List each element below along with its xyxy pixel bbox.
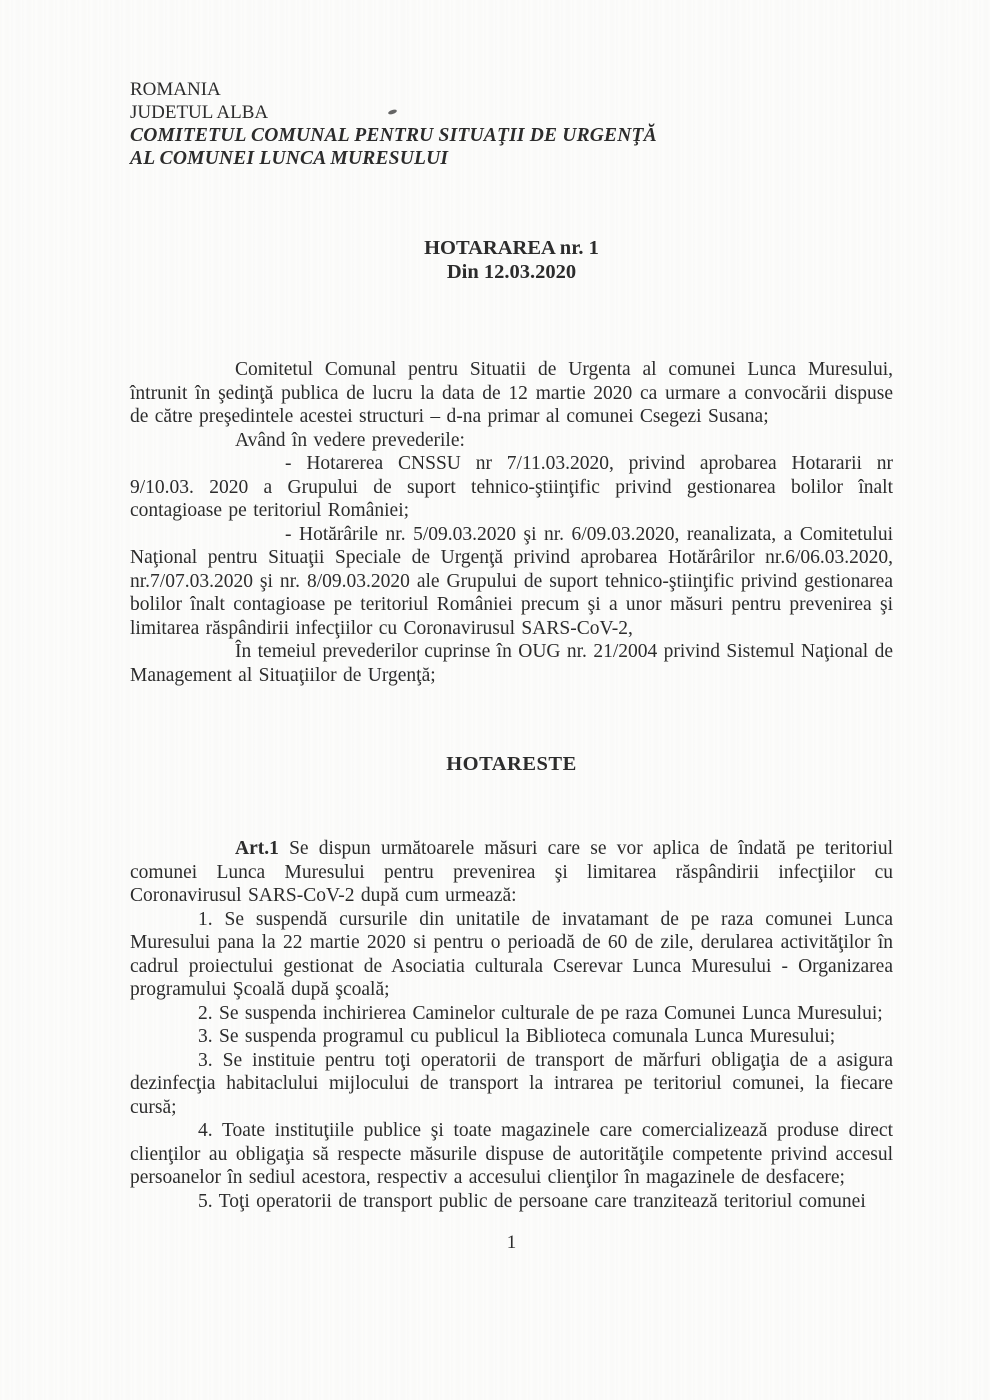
preamble-paragraph-legal-basis: În temeiul prevederilor cuprinse în OUG nr. 21/2004 privind Sistemul Naţional de Management al Situaţiilor de Urgenţă; [130,641,893,686]
article-1-item-4: 3. Se instituie pentru toţi operatorii de transport de mărfuri obligaţia de a asigura dezinfecţia habitaclului mijlocului de transport la intrarea pe teritoriul comunei, la fiecare cursă; [130,1049,893,1118]
preamble-bullet-national-committee-decisions: - Hotărârile nr. 5/09.03.2020 şi nr. 6/09.03.2020, reanalizata, a Comitetului Naţional pentru Situaţii Speciale de Urgenţă privind aprobarea Hotărârilor nr.6/06.03.2020, nr.7/07.03.2020 şi nr. 8/09.03.2020 ale Grupului de suport tehnico-ştiinţific privind gestionarea bolilor înalt contagioase pe teritoriul României precum şi a unor măsuri pentru prevenirea şi limitarea răspândirii infecţiilor cu Coronavirusul SARS-CoV-2, [130,523,893,639]
title-decision-number: HOTARAREA nr. 1 [424,237,599,259]
articles-section [130,837,893,1213]
article-1-item-5: 4. Toate instituţiile publice şi toate magazinele care comercializează produse direct clienţilor au obligaţia să respecte măsurile dispuse de autorităţile competente privind accesul persoanelor în sediul acestora, respectiv a accesului clienţilor în magazinele de desfacere; [130,1120,893,1188]
article-1-label: Art.1 [235,838,279,859]
preamble-bullet-cnssu-decision: - Hotarerea CNSSU nr 7/11.03.2020, privind aprobarea Hotararii nr 9/10.03. 2020 a Grupului de suport tehnico-ştiinţific privind gestionarea bolilor înalt contagioase pe teritoriul României; [130,453,893,521]
preamble-section [130,358,893,687]
title-decision-date: Din 12.03.2020 [446,261,577,283]
header-committee-name: COMITETUL COMUNAL PENTRU SITUAŢII DE URGENŢĂ [130,125,657,146]
document-header [130,78,893,170]
article-1-item-3: 3. Se suspenda programul cu publicul la Biblioteca comunala Lunca Muresului; [198,1026,836,1047]
article-1-intro [130,837,893,908]
article-1-item-1: 1. Se suspendă cursurile din unitatile de invatamant de pe raza comunei Lunca Muresului pana la 22 martie 2020 si pentru o perioadă de 60 de zile, derularea activităţilor în cadrul proiectului gestionat de Asociatia culturala Cserevar Lunca Muresului - Organizarea programului Şcoală după şcoală; [130,908,893,1000]
article-1-item-6: 5. Toţi operatorii de transport public de persoane care tranzitează teritoriul comunei [198,1190,866,1212]
header-country: ROMANIA [130,79,221,100]
header-commune-name: AL COMUNEI LUNCA MURESULUI [130,148,449,169]
preamble-paragraph-considering: Având în vedere prevederile: [235,429,465,451]
preamble-paragraph-convening: Comitetul Comunal pentru Situatii de Urgenta al comunei Lunca Muresului, întrunit în şedinţă publica de lucru la data de 12 martie 2020 ca urmare a convocării dispuse de către preşedintele acestei structuri – d-na primar al comunei Csegezi Susana; [130,359,893,427]
article-1-item-2: 2. Se suspenda inchirierea Caminelor culturale de pe raza Comunei Lunca Muresului; [198,1002,883,1024]
article-1-intro-text: Se dispun următoarele măsuri care se vor aplica de îndată pe teritoriul comunei Lunca Muresului pentru prevenirea şi limitarea răspândirii infecţiilor cu Coronavirusul SARS-CoV-2 după cum urmează: [130,838,893,906]
document-title [130,236,893,284]
page-number: 1 [506,1232,517,1253]
header-county: JUDETUL ALBA [130,102,269,123]
decision-heading: HOTARESTE [446,753,577,775]
